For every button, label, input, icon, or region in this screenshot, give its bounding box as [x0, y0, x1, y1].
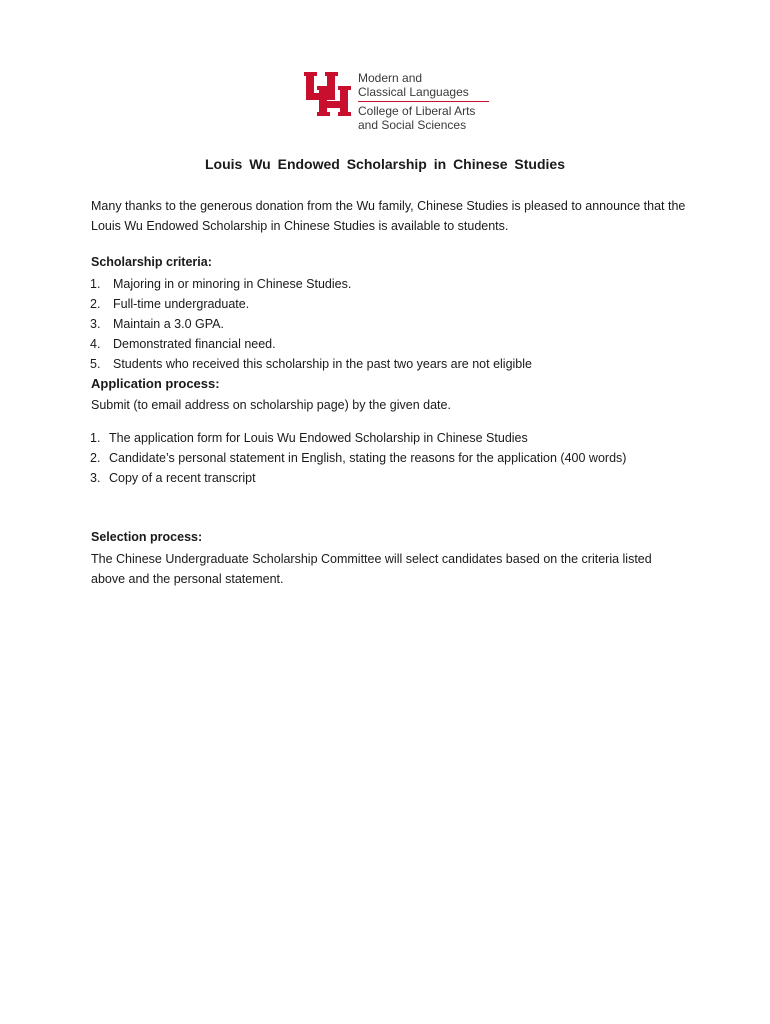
item-text: Copy of a recent transcript	[109, 471, 256, 485]
item-number: 4.	[90, 337, 101, 351]
item-text: Majoring in or minoring in Chinese Studies.	[113, 277, 352, 291]
item-number: 2.	[90, 297, 101, 311]
selection-paragraph: The Chinese Undergraduate Scholarship Committee will select candidates based on the criteria listed above and the personal statement.	[91, 552, 652, 586]
item-number: 5.	[90, 357, 101, 371]
item-text: Maintain a 3.0 GPA.	[113, 317, 224, 331]
item-number: 2.	[90, 451, 101, 465]
logo-line-4: and Social Sciences	[358, 118, 467, 132]
item-number: 3.	[90, 471, 101, 485]
logo-line-3: College of Liberal Arts	[358, 104, 476, 118]
logo-line-1: Modern and	[358, 71, 423, 85]
intro-paragraph: Many thanks to the generous donation from the Wu family, Chinese Studies is pleased to announce that the Louis Wu Endowed Scholarship in Chinese Studies is available to students.	[91, 199, 686, 233]
logo-line-2: Classical Languages	[358, 85, 469, 99]
item-number: 3.	[90, 317, 101, 331]
department-logo	[303, 71, 493, 135]
document-title: Louis Wu Endowed Scholarship in Chinese Studies	[204, 156, 565, 172]
item-number: 1.	[90, 431, 101, 445]
application-intro: Submit (to email address on scholarship page) by the given date.	[91, 398, 451, 412]
item-text: The application form for Louis Wu Endowed Scholarship in Chinese Studies	[109, 431, 528, 445]
item-text: Demonstrated financial need.	[113, 337, 276, 351]
application-heading: Application process:	[91, 376, 220, 391]
item-text: Students who received this scholarship in the past two years are not eligible	[113, 357, 532, 371]
uh-logo-icon	[303, 71, 353, 117]
criteria-heading: Scholarship criteria:	[91, 255, 212, 269]
item-text: Candidate’s personal statement in English, stating the reasons for the application (400 words)	[109, 451, 627, 465]
selection-heading: Selection process:	[91, 530, 203, 544]
item-text: Full-time undergraduate.	[113, 297, 250, 311]
logo-divider	[358, 101, 489, 102]
department-name	[358, 71, 498, 132]
item-number: 1.	[90, 277, 101, 291]
